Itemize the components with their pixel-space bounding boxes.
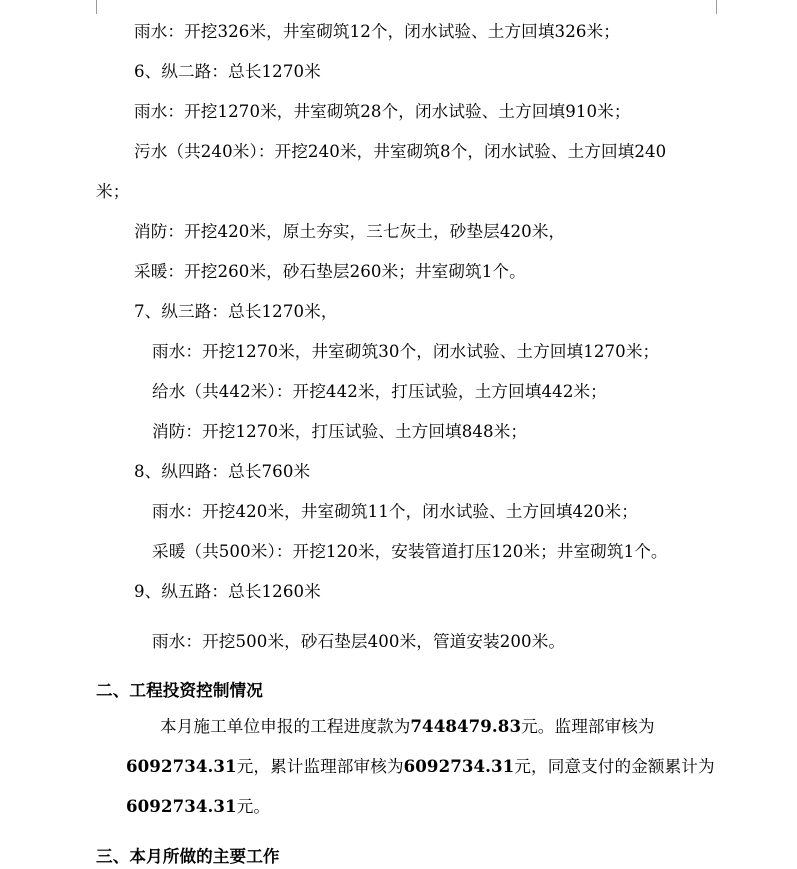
text-line-continuation: 米； [96,182,130,201]
paragraph-text: 元。 [236,797,271,816]
text-line: 雨水：开挖500米，砂石垫层400米，管道安装200米。 [152,632,566,651]
text-line: 雨水：开挖420米，井室砌筑11个，闭水试验、土方回填420米； [152,502,638,521]
text-line: 消防：开挖1270米，打压试验、土方回填848米； [152,422,528,441]
road-heading: 7、纵三路：总长1270米， [134,302,338,321]
amount-value: 6092734.31 [126,756,237,776]
paragraph-line [126,796,270,817]
crop-mark-right [716,0,717,14]
paragraph-line [160,716,655,737]
paragraph-line [126,756,715,777]
road-heading: 6、纵二路：总长1270米 [134,62,321,81]
text-line: 雨水：开挖326米，井室砌筑12个，闭水试验、土方回填326米； [134,22,620,41]
text-line: 消防：开挖420米，原土夯实，三七灰土，砂垫层420米， [134,222,566,241]
text-line: 采暖：开挖260米，砂石垫层260米；井室砌筑1个。 [134,262,526,281]
section-heading: 三、本月所做的主要工作 [96,846,280,866]
amount-value: 7448479.83 [410,716,522,736]
road-heading: 9、纵五路：总长1260米 [134,582,321,601]
crop-mark-left [96,0,97,14]
text-line: 污水（共240米）：开挖240米，井室砌筑8个，闭水试验、土方回填240 [134,142,667,161]
paragraph-text: 本月施工单位申报的工程进度款为 [160,717,411,736]
text-line: 雨水：开挖1270米，井室砌筑28个，闭水试验、土方回填910米； [134,102,631,121]
text-line: 雨水：开挖1270米，井室砌筑30个，闭水试验、土方回填1270米； [152,342,660,361]
road-heading: 8、纵四路：总长760米 [134,462,311,481]
paragraph-text: 元，累计监理部审核为 [236,757,404,776]
text-line: 采暖（共500米）：开挖120米，安装管道打压120米；井室砌筑1个。 [152,542,668,561]
paragraph-text: 元，同意支付的金额累计为 [514,757,715,776]
section-heading: 二、工程投资控制情况 [96,680,263,700]
amount-value: 6092734.31 [403,756,515,776]
amount-value: 6092734.31 [126,796,237,816]
paragraph-text: 元。监理部审核为 [521,717,655,736]
text-line: 给水（共442米）：开挖442米，打压试验，土方回填442米； [152,382,607,401]
